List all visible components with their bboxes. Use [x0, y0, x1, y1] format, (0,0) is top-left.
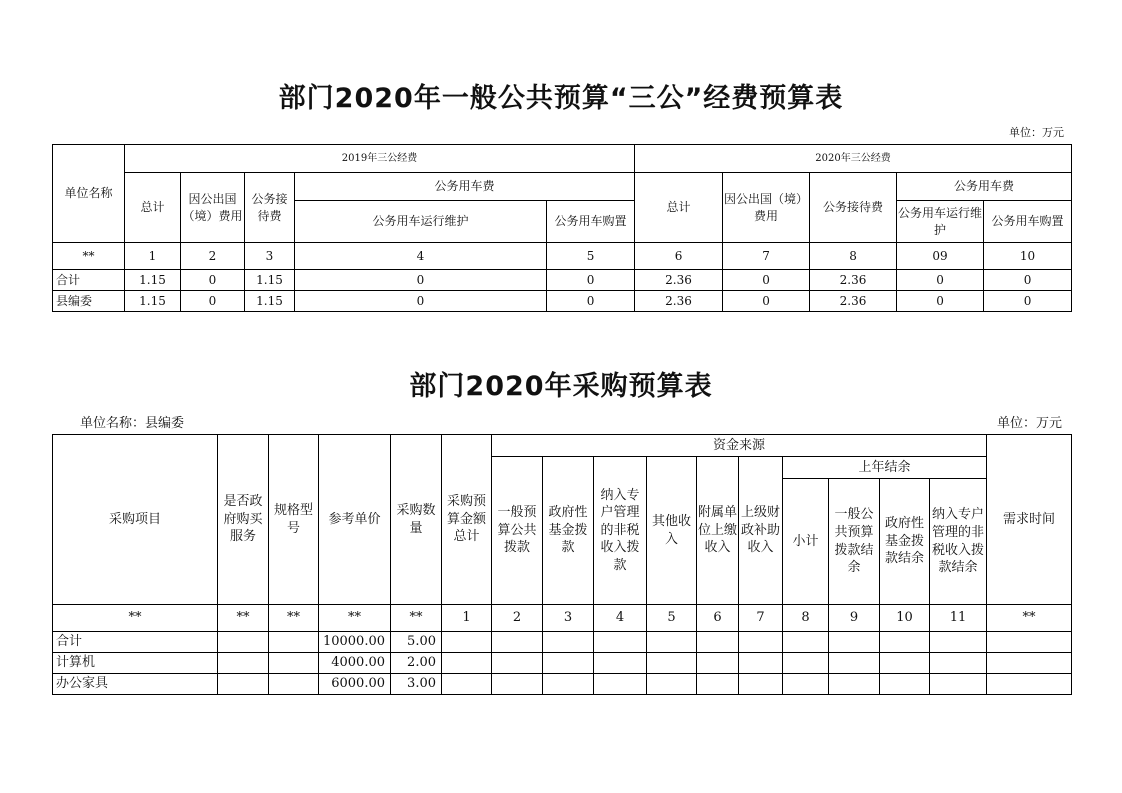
header-other-income: 其他收入	[647, 457, 697, 605]
data-cell: 0	[295, 270, 547, 291]
header-fund-source: 资金来源	[492, 435, 987, 457]
data-cell: 2.36	[635, 291, 723, 312]
data-cell: 0	[547, 270, 635, 291]
header-org-name: 单位名称	[53, 145, 125, 243]
table2-title: 部门2020年采购预算表	[409, 371, 713, 402]
row-org-name: 县编委	[53, 291, 125, 312]
data-cell: 0	[897, 291, 984, 312]
index-cell: **	[391, 605, 442, 632]
index-cell: 11	[930, 605, 987, 632]
header-2019-car-buy: 公务用车购置	[547, 201, 635, 243]
data-cell: 0	[984, 291, 1072, 312]
header-bal-gov-fund: 政府性基金拨款结余	[880, 479, 930, 605]
index-cell: **	[319, 605, 391, 632]
header-gov-fund: 政府性基金拨款	[543, 457, 594, 605]
index-cell: **	[987, 605, 1072, 632]
index-cell: 2	[492, 605, 543, 632]
header-item: 采购项目	[53, 435, 218, 605]
header-bal-special: 纳入专户管理的非税收入拨款结余	[930, 479, 987, 605]
index-cell: 2	[181, 243, 245, 270]
table-row	[53, 632, 1072, 653]
header-2020-car: 公务用车费	[897, 173, 1072, 201]
index-cell: 3	[245, 243, 295, 270]
index-cell: 3	[543, 605, 594, 632]
header-bal-general: 一般公共预算拨款结余	[829, 479, 880, 605]
header-2020-car-buy: 公务用车购置	[984, 201, 1072, 243]
header-affiliated: 附属单位上缴收入	[697, 457, 739, 605]
index-cell: 9	[829, 605, 880, 632]
index-cell: 5	[647, 605, 697, 632]
header-2019-car: 公务用车费	[295, 173, 635, 201]
data-cell: 0	[295, 291, 547, 312]
index-cell: 8	[810, 243, 897, 270]
index-cell: 6	[697, 605, 739, 632]
row-price: 4000.00	[319, 653, 391, 674]
row-item: 计算机	[53, 653, 218, 674]
data-cell: 0	[181, 270, 245, 291]
three-public-expenses-table	[52, 144, 1072, 312]
data-cell: 0	[723, 270, 810, 291]
data-cell: 0	[984, 270, 1072, 291]
data-cell: 1.15	[245, 291, 295, 312]
header-2020-reception: 公务接待费	[810, 173, 897, 243]
table-row	[53, 270, 1072, 291]
data-cell: 1.15	[125, 291, 181, 312]
index-row	[53, 243, 1072, 270]
data-cell: 1.15	[125, 270, 181, 291]
index-cell: 7	[739, 605, 783, 632]
row-org-name: 合计	[53, 270, 125, 291]
header-2019: 2019年三公经费	[125, 145, 635, 173]
table2-org-label: 单位名称：县编委	[80, 416, 185, 431]
header-2020-abroad: 因公出国（境）费用	[723, 173, 810, 243]
data-cell: 0	[181, 291, 245, 312]
header-2019-total: 总计	[125, 173, 181, 243]
index-cell: 10	[984, 243, 1072, 270]
table1-unit: 单位：万元	[1009, 126, 1064, 139]
header-2019-reception: 公务接待费	[245, 173, 295, 243]
header-quantity: 采购数量	[391, 435, 442, 605]
header-2020: 2020年三公经费	[635, 145, 1072, 173]
header-demand-time: 需求时间	[987, 435, 1072, 605]
data-cell: 2.36	[810, 291, 897, 312]
row-item: 办公家具	[53, 674, 218, 695]
header-subtotal: 小计	[783, 479, 829, 605]
index-cell: **	[218, 605, 269, 632]
index-cell: 6	[635, 243, 723, 270]
header-2019-car-op: 公务用车运行维护	[295, 201, 547, 243]
index-row	[53, 605, 1072, 632]
row-price: 6000.00	[319, 674, 391, 695]
header-2020-car-op: 公务用车运行维护	[897, 201, 984, 243]
data-cell: 0	[547, 291, 635, 312]
row-qty: 3.00	[391, 674, 442, 695]
header-special-nontax: 纳入专户管理的非税收入拨款	[594, 457, 647, 605]
table1-title: 部门2020年一般公共预算“三公”经费预算表	[278, 83, 844, 114]
table2-unit: 单位：万元	[996, 416, 1062, 431]
index-cell: 1	[442, 605, 492, 632]
index-cell: 4	[295, 243, 547, 270]
table-row	[53, 653, 1072, 674]
index-cell: **	[53, 243, 125, 270]
index-cell: 5	[547, 243, 635, 270]
header-general-budget: 一般预算公共拨款	[492, 457, 543, 605]
index-cell: **	[53, 605, 218, 632]
index-cell: 10	[880, 605, 930, 632]
header-2019-abroad: 因公出国（境）费用	[181, 173, 245, 243]
data-cell: 0	[723, 291, 810, 312]
index-cell: 8	[783, 605, 829, 632]
header-budget-total: 采购预算金额总计	[442, 435, 492, 605]
row-price: 10000.00	[319, 632, 391, 653]
index-cell: 7	[723, 243, 810, 270]
data-cell: 0	[897, 270, 984, 291]
row-item: 合计	[53, 632, 218, 653]
index-cell: 4	[594, 605, 647, 632]
procurement-budget-table	[52, 434, 1072, 695]
header-spec: 规格型号	[269, 435, 319, 605]
row-qty: 5.00	[391, 632, 442, 653]
index-cell: 09	[897, 243, 984, 270]
index-cell: 1	[125, 243, 181, 270]
data-cell: 1.15	[245, 270, 295, 291]
header-ref-price: 参考单价	[319, 435, 391, 605]
row-qty: 2.00	[391, 653, 442, 674]
index-cell: **	[269, 605, 319, 632]
table-row	[53, 291, 1072, 312]
table-row	[53, 674, 1072, 695]
header-gov-service: 是否政府购买服务	[218, 435, 269, 605]
data-cell: 2.36	[810, 270, 897, 291]
header-superior-subsidy: 上级财政补助收入	[739, 457, 783, 605]
header-last-year-balance: 上年结余	[783, 457, 987, 479]
header-2020-total: 总计	[635, 173, 723, 243]
data-cell: 2.36	[635, 270, 723, 291]
